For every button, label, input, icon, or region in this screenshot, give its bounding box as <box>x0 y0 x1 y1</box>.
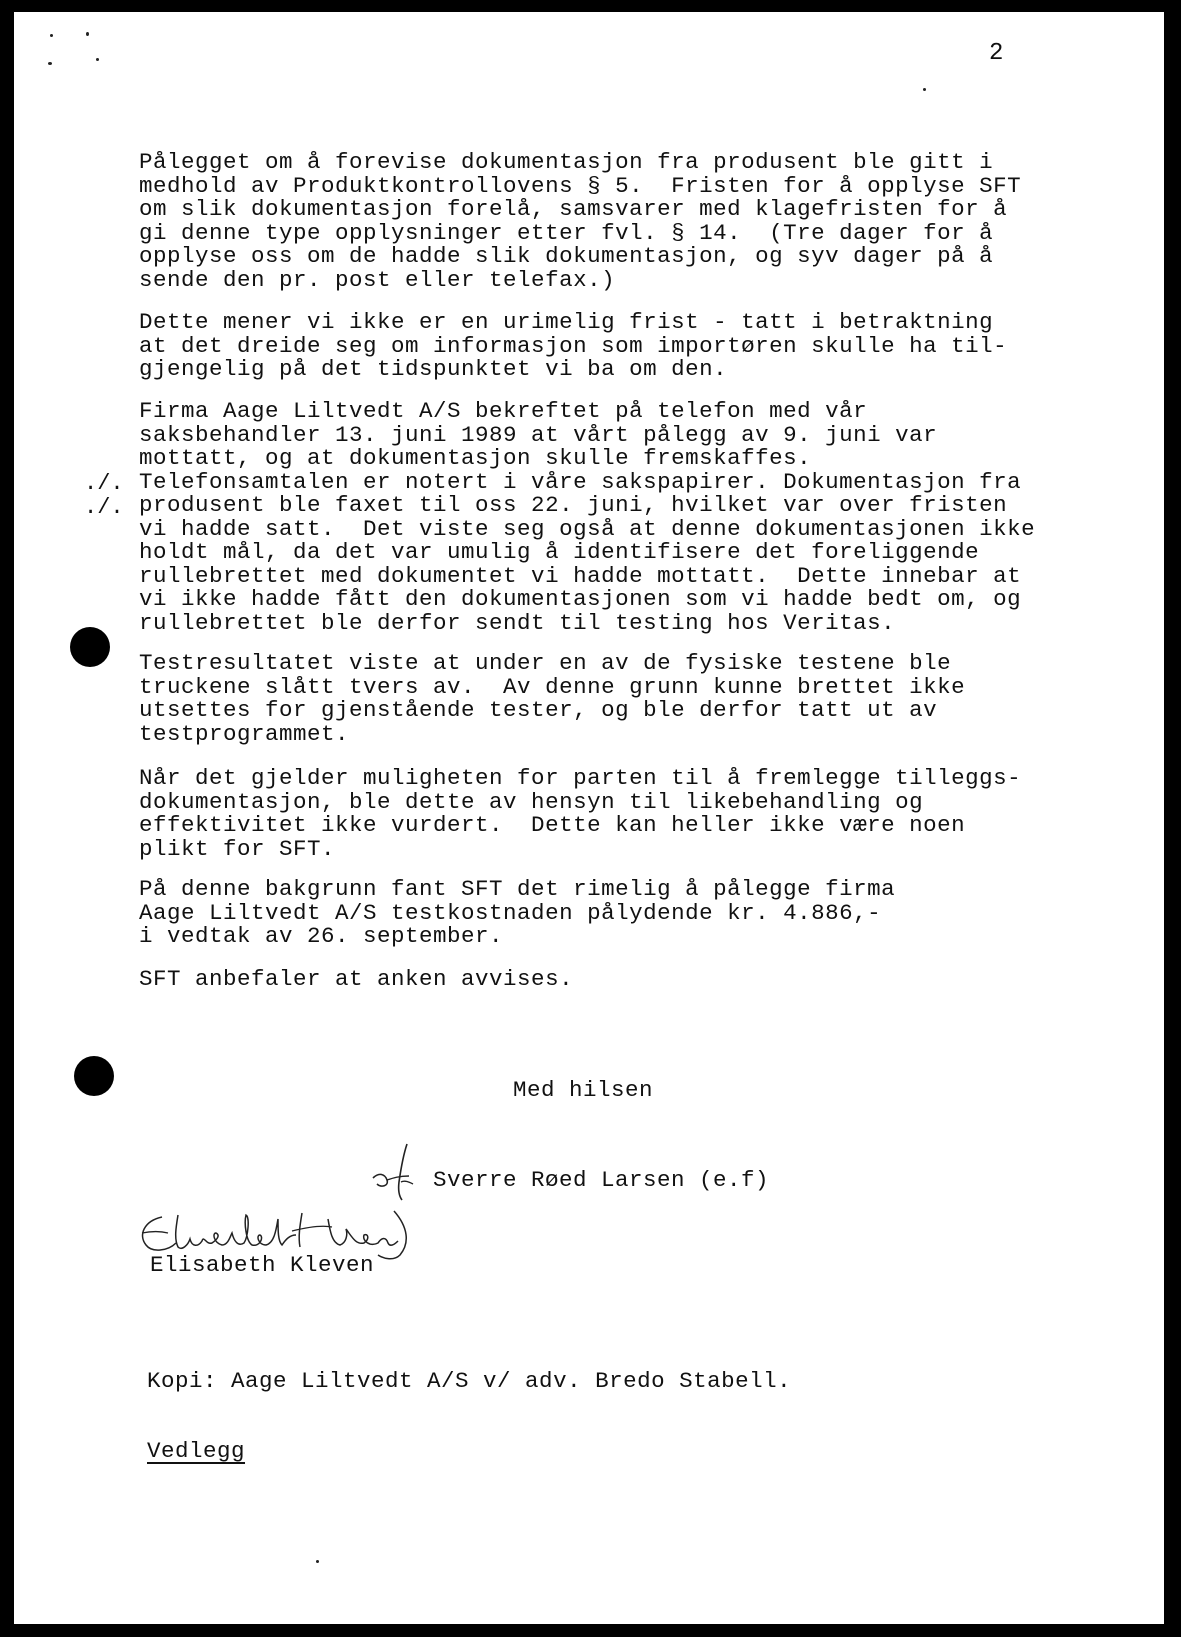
text-line: Testresultatet viste at under en av de fysiske testene ble <box>139 650 952 676</box>
text-line: om slik dokumentasjon forelå, samsvarer med klagefristen for å <box>139 196 1008 222</box>
text-line: at det dreide seg om informasjon som importøren skulle ha til- <box>139 332 1008 359</box>
text-line: i vedtak av 26. september. <box>139 923 504 949</box>
text-line: vi hadde satt. Det viste seg også at denne dokumentasjonen ikke <box>139 515 1036 542</box>
text-line: sende den pr. post eller telefax.) <box>139 266 616 293</box>
paragraph-order-deadline <box>139 151 1021 292</box>
margin-mark: ./. <box>84 495 124 520</box>
text-line: SFT anbefaler at anken avvises. <box>139 966 574 992</box>
paragraph-additional-documentation <box>139 767 1021 861</box>
scan-speck <box>50 34 53 37</box>
paragraph-reasonable-deadline <box>139 311 1007 382</box>
paragraph-test-result <box>139 652 965 746</box>
document-page <box>14 12 1164 1624</box>
text-line: effektivitet ikke vurdert. Dette kan heller ikke være noen <box>139 812 966 838</box>
signer-name: Sverre Røed Larsen (e.f) <box>433 1167 770 1193</box>
page-number: 2 <box>989 40 1004 67</box>
scan-speck <box>316 1560 319 1563</box>
text-line: medhold av Produktkontrollovens § 5. Fristen for å opplyse SFT <box>139 172 1022 199</box>
text-line: saksbehandler 13. juni 1989 at vårt pålegg av 9. juni var <box>139 421 938 448</box>
scan-speck <box>923 88 926 91</box>
typed-name: Elisabeth Kleven <box>150 1252 375 1278</box>
scan-speck <box>96 58 99 61</box>
text-line: utsettes for gjenstående tester, og ble derfor tatt ut av <box>139 697 938 723</box>
punch-hole <box>74 1056 114 1096</box>
paragraph-recommendation <box>139 968 573 992</box>
initials-signature <box>369 1138 425 1208</box>
attachment-label: Vedlegg <box>147 1438 246 1464</box>
text-line: mottatt, og at dokumentasjon skulle fremskaffes. <box>139 445 812 471</box>
text-line: holdt mål, da det var umulig å identifisere det foreliggende <box>139 539 980 565</box>
text-line: gjengelig på det tidspunktet vi ba om den. <box>139 356 728 382</box>
text-line: På denne bakgrunn fant SFT det rimelig å pålegge firma <box>139 876 896 902</box>
text-line: dokumentasjon, ble dette av hensyn til likebehandling og <box>139 788 924 815</box>
paragraph-test-cost <box>139 878 895 949</box>
text-line: opplyse oss om de hadde slik dokumentasjon, og syv dager på å <box>139 243 994 269</box>
greeting: Med hilsen <box>513 1077 654 1103</box>
text-line: vi ikke hadde fått den dokumentasjonen som vi hadde bedt om, og <box>139 586 1022 612</box>
scan-speck <box>48 62 52 65</box>
text-line: Pålegget om å forevise dokumentasjon fra produsent ble gitt i <box>139 149 994 175</box>
text-line: Firma Aage Liltvedt A/S bekreftet på telefon med vår <box>139 398 868 424</box>
margin-mark: ./. <box>84 471 124 496</box>
text-line: Aage Liltvedt A/S testkostnaden pålydende kr. 4.886,- <box>139 899 882 926</box>
text-line: Dette mener vi ikke er en urimelig frist - tatt i betraktning <box>139 309 994 335</box>
scan-speck <box>86 32 89 36</box>
punch-hole <box>70 627 110 667</box>
text-line: produsent ble faxet til oss 22. juni, hvilket var over fristen <box>139 492 1008 518</box>
text-line: rullebrettet med dokumentet vi hadde mottatt. Dette innebar at <box>139 562 1022 589</box>
paragraph-phone-confirmation <box>139 400 1035 635</box>
text-line: testprogrammet. <box>139 720 350 747</box>
text-line: plikt for SFT. <box>139 835 336 862</box>
text-line: Når det gjelder muligheten for parten til å fremlegge tilleggs- <box>139 765 1022 791</box>
copy-line: Kopi: Aage Liltvedt A/S v/ adv. Bredo Stabell. <box>147 1368 792 1394</box>
text-line: Telefonsamtalen er notert i våre sakspapirer. Dokumentasjon fra <box>139 468 1022 495</box>
text-line: truckene slått tvers av. Av denne grunn kunne brettet ikke <box>139 673 966 700</box>
text-line: rullebrettet ble derfor sendt til testing hos Veritas. <box>139 609 896 636</box>
text-line: gi denne type opplysninger etter fvl. § 14. (Tre dager for å <box>139 219 994 246</box>
